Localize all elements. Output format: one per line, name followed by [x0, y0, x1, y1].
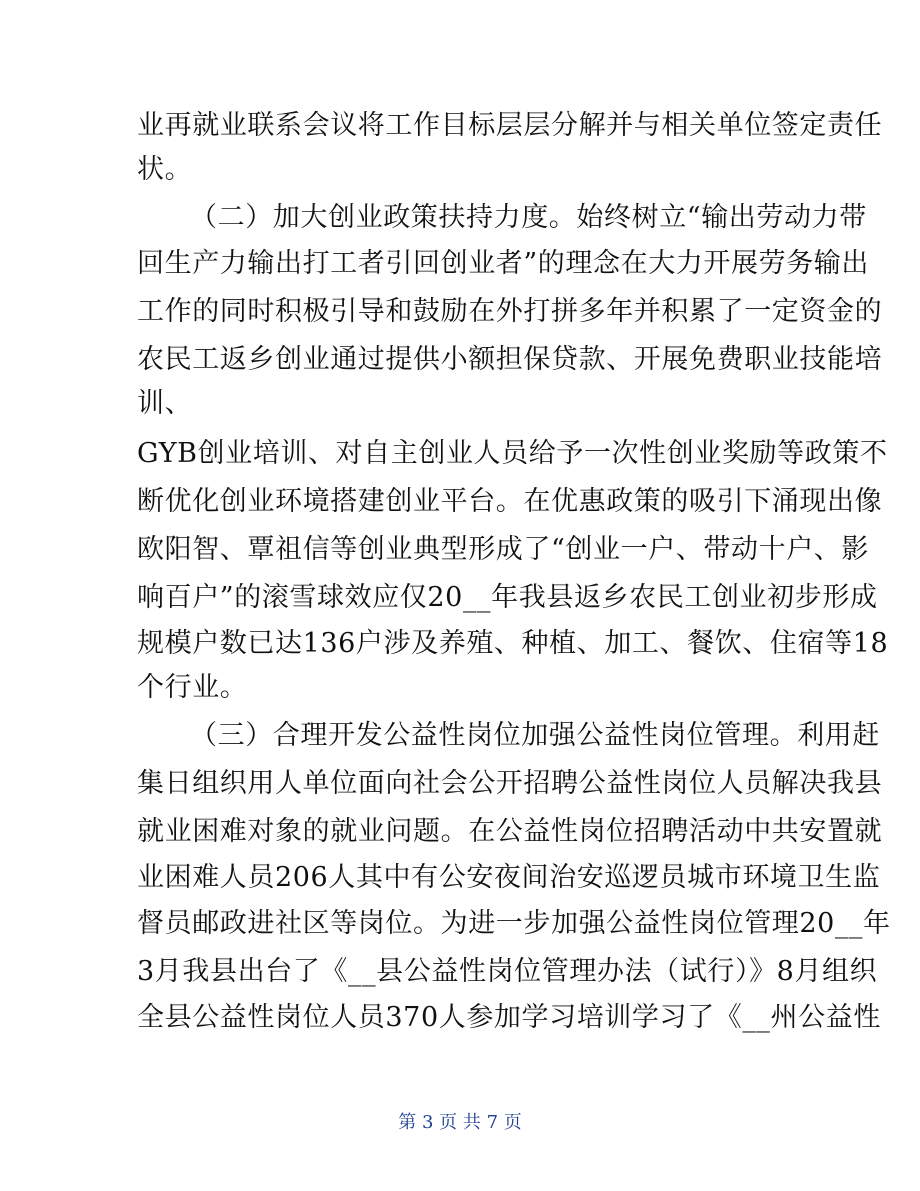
text-line-8: GYB创业培训、对自主创业人员给予一次性创业奖励等政策不 [137, 438, 888, 469]
text-line-1: 业再就业联系会议将工作目标层层分解并与相关单位签定责任 [137, 110, 883, 141]
text-line-13: 个行业。 [137, 672, 248, 703]
text-line-9: 断优化创业环境搭建创业平台。在优惠政策的吸引下涌现出像 [137, 486, 883, 517]
text-line-15: 集日组织用人单位面向社会公开招聘公益性岗位人员解决我县 [137, 768, 883, 799]
text-line-14: （三）合理开发公益性岗位加强公益性岗位管理。利用赶 [190, 720, 880, 751]
text-line-16: 就业困难对象的就业问题。在公益性岗位招聘活动中共安置就 [137, 816, 883, 847]
text-line-12: 规模户数已达136户涉及养殖、种植、加工、餐饮、住宿等18 [137, 628, 889, 659]
text-line-6: 农民工返乡创业通过提供小额担保贷款、开展免费职业技能培 [137, 344, 883, 375]
page-number-footer: 第 3 页 共 7 页 [398, 1112, 522, 1133]
text-line-4: 回生产力输出打工者引回创业者”的理念在大力开展劳务输出 [137, 248, 870, 279]
text-line-10: 欧阳智、覃祖信等创业典型形成了“创业一户、带动十户、影 [137, 534, 870, 565]
text-line-7: 训、 [137, 388, 193, 419]
text-line-18: 督员邮政进社区等岗位。为进一步加强公益性岗位管理20__年 [137, 908, 891, 939]
text-line-2: 状。 [137, 154, 193, 185]
text-line-17: 业困难人员206人其中有公安夜间治安巡逻员城市环境卫生监 [137, 862, 881, 893]
text-line-5: 工作的同时积极引导和鼓励在外打拼多年并积累了一定资金的 [137, 296, 883, 327]
text-line-3: （二）加大创业政策扶持力度。始终树立“输出劳动力带 [190, 202, 867, 233]
text-line-19: 3月我县出台了《__县公益性岗位管理办法（试行）》8月组织 [137, 956, 878, 987]
text-line-11: 响百户”的滚雪球效应仅20__年我县返乡农民工创业初步形成 [137, 582, 878, 613]
text-line-20: 全县公益性岗位人员370人参加学习培训学习了《__州公益性 [137, 1002, 881, 1033]
